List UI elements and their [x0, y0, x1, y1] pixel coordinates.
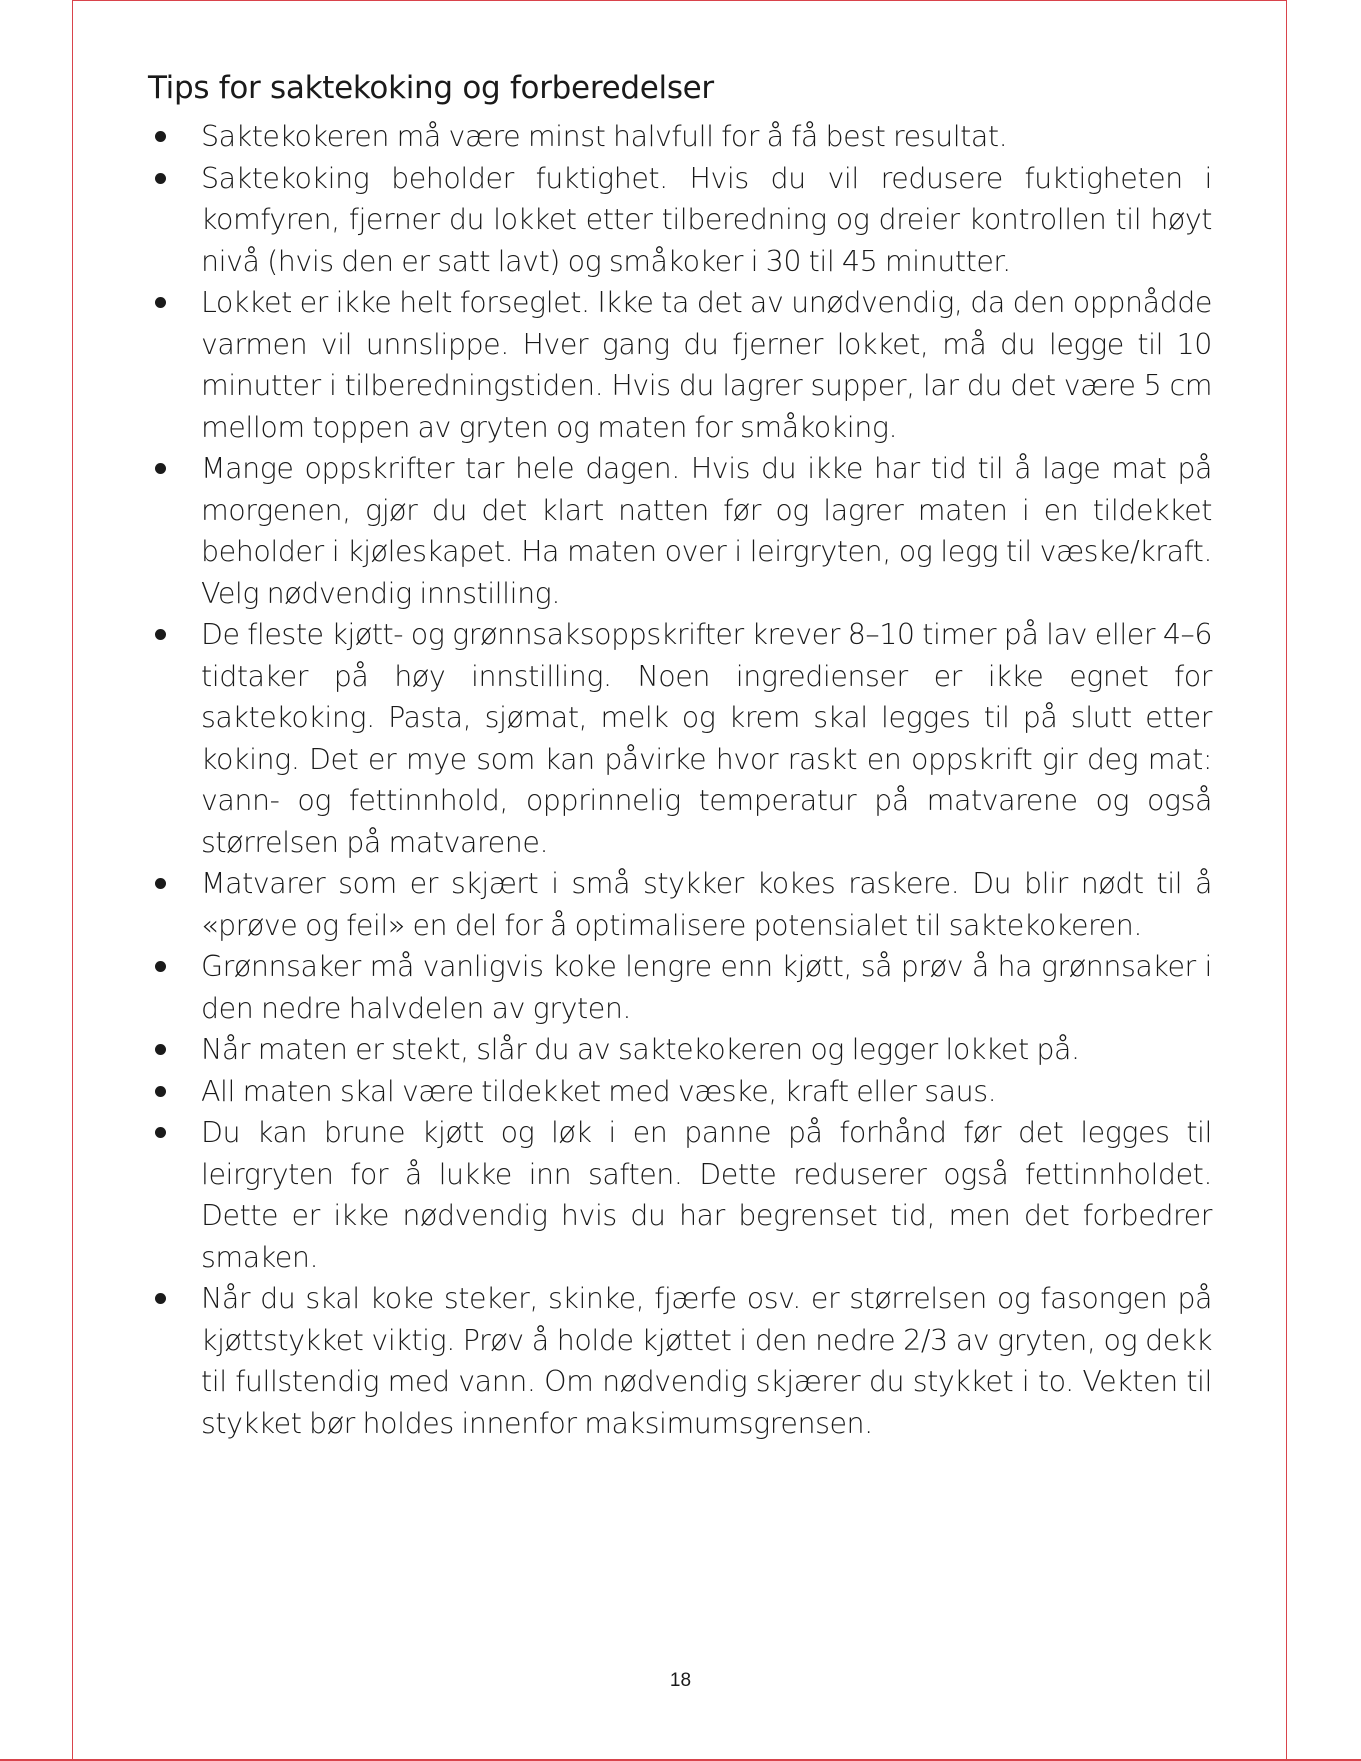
- bullet-icon: [155, 1086, 166, 1097]
- bullet-icon: [155, 1293, 166, 1304]
- bullet-icon: [155, 1127, 166, 1138]
- list-item: [148, 863, 1212, 946]
- bullet-icon: [155, 297, 166, 308]
- tips-list: [148, 116, 1212, 1444]
- bullet-icon: [155, 629, 166, 640]
- bullet-icon: [155, 961, 166, 972]
- list-item-text: Matvarer som er skjært i små stykker kokes raskere. Du blir nødt til å «prøve og feil» en del for å optimalisere potensialet til saktekokeren.: [201, 867, 1212, 942]
- list-item: [148, 116, 1212, 158]
- list-item: [148, 158, 1212, 283]
- bullet-icon: [155, 1044, 166, 1055]
- list-item: [148, 1071, 1212, 1113]
- list-item-text: Grønnsaker må vanligvis koke lengre enn kjøtt, så prøv å ha grønnsaker i den nedre halvdelen av gryten.: [201, 950, 1212, 1025]
- list-item: [148, 1029, 1212, 1071]
- list-item: [148, 282, 1212, 448]
- list-item-text: Du kan brune kjøtt og løk i en panne på forhånd før det legges til leirgryten for å lukke inn saften. Dette reduserer også fettinnholdet. Dette er ikke nødvendig hvis du har begrenset tid, men det forbedrer smaken.: [201, 1116, 1212, 1274]
- list-item: [148, 448, 1212, 614]
- list-item-text: All maten skal være tildekket med væske, kraft eller saus.: [201, 1074, 997, 1108]
- list-item: [148, 946, 1212, 1029]
- list-item: [148, 614, 1212, 863]
- list-item: [148, 1112, 1212, 1278]
- list-item-text: Saktekoking beholder fuktighet. Hvis du vil redusere fuktigheten i komfyren, fjerner du lokket etter tilberedning og dreier kontrollen til høyt nivå (hvis den er satt lavt) og småkoker i 30 til 45 minutter.: [201, 161, 1212, 278]
- list-item-text: Saktekokeren må være minst halvfull for å få best resultat.: [201, 120, 1008, 153]
- list-item-text: De fleste kjøtt- og grønnsaksoppskrifter krever 8–10 timer på lav eller 4–6 tidtaker på høy innstilling. Noen ingredienser er ikke egnet for saktekoking. Pasta, sjømat, melk og krem skal legges til på slutt etter koking. Det er mye som kan påvirke hvor raskt en oppskrift gir deg mat: vann- og fettinnhold, opprinnelig temperatur på matvarene og også størrelsen på matvarene.: [201, 618, 1212, 859]
- bullet-icon: [155, 131, 166, 142]
- list-item-text: Når maten er stekt, slår du av saktekokeren og legger lokket på.: [201, 1033, 1080, 1066]
- list-item-text: Lokket er ikke helt forseglet. Ikke ta det av unødvendig, da den oppnådde varmen vil unnslippe. Hver gang du fjerner lokket, må du legge til 10 minutter i tilberedningstiden. Hvis du lagrer supper, lar du det være 5 cm mellom toppen av gryten og maten for småkoking.: [201, 286, 1212, 444]
- document-body: [148, 66, 1212, 1444]
- bullet-icon: [155, 463, 166, 474]
- page-number: 18: [669, 1670, 692, 1691]
- list-item: [148, 1278, 1212, 1444]
- page-title: Tips for saktekoking og forberedelser: [148, 70, 714, 106]
- list-item-text: Når du skal koke steker, skinke, fjærfe osv. er størrelsen og fasongen på kjøttstykket viktig. Prøv å holde kjøttet i den nedre 2/3 av gryten, og dekk til fullstendig med vann. Om nødvendig skjærer du stykket i to. Vekten til stykket bør holdes innenfor maksimumsgrensen.: [201, 1282, 1212, 1440]
- list-item-text: Mange oppskrifter tar hele dagen. Hvis du ikke har tid til å lage mat på morgenen, gjør du det klart natten før og lagrer maten i en tildekket beholder i kjøleskapet. Ha maten over i leirgryten, og legg til væske/kraft. Velg nødvendig innstilling.: [201, 452, 1212, 610]
- bullet-icon: [155, 173, 166, 184]
- bullet-icon: [155, 878, 166, 889]
